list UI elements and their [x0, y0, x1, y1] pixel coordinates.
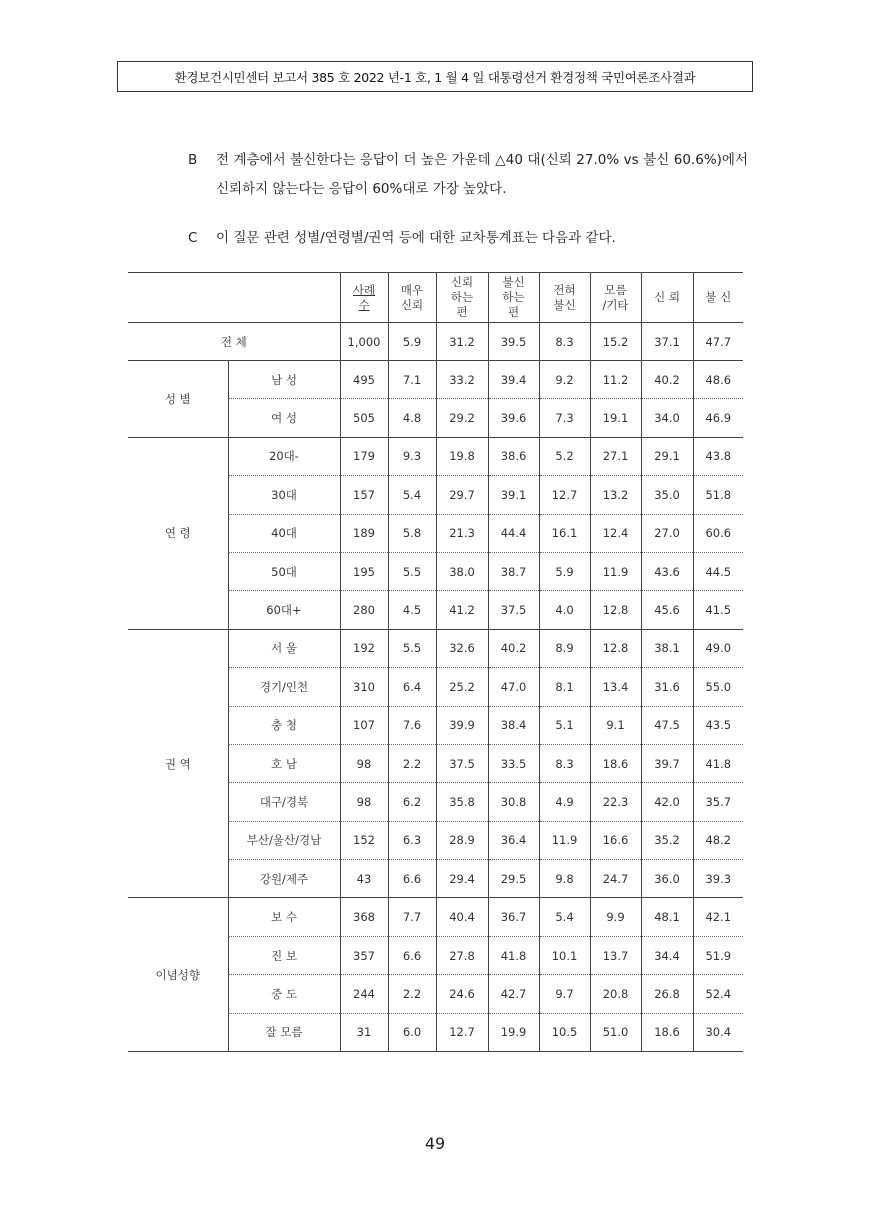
table-row: [128, 437, 743, 475]
table-cell: 39.3: [693, 860, 743, 898]
table-cell: 15.2: [590, 323, 641, 361]
col-header: 매우 신뢰: [388, 273, 436, 323]
table-cell: 6.6: [388, 860, 436, 898]
table-cell: 31: [340, 1013, 388, 1051]
header-corner: [128, 273, 340, 323]
table-cell: 43.8: [693, 437, 743, 475]
table-cell: 42.7: [488, 975, 539, 1013]
table-cell: 41.8: [488, 936, 539, 974]
table-cell: 107: [340, 706, 388, 744]
table-cell: 4.5: [388, 591, 436, 629]
col-header-count: [340, 273, 388, 323]
table-cell: 8.3: [539, 323, 590, 361]
table-cell: 30.8: [488, 783, 539, 821]
table-cell: 5.4: [388, 476, 436, 514]
table-cell: 40.4: [436, 898, 488, 936]
group-label: 연 령: [128, 437, 228, 629]
table-cell: 52.4: [693, 975, 743, 1013]
table-cell: 38.1: [641, 629, 693, 667]
table-cell: 18.6: [590, 744, 641, 782]
table-cell: 33.2: [436, 361, 488, 399]
table-cell: 11.2: [590, 361, 641, 399]
group-label: 권 역: [128, 629, 228, 898]
table-header-row: [128, 273, 743, 323]
table-cell: 33.5: [488, 744, 539, 782]
table-cell: 47.5: [641, 706, 693, 744]
table-cell: 8.3: [539, 744, 590, 782]
page-number: 49: [424, 1134, 446, 1153]
table-cell: 28.9: [436, 821, 488, 859]
table-cell: 31.2: [436, 323, 488, 361]
table-cell: 5.9: [388, 323, 436, 361]
table-cell: 29.7: [436, 476, 488, 514]
table-cell: 9.8: [539, 860, 590, 898]
table-cell: 4.8: [388, 399, 436, 437]
table-cell: 51.0: [590, 1013, 641, 1051]
table-cell: 12.8: [590, 629, 641, 667]
table-cell: 39.4: [488, 361, 539, 399]
table-cell: 48.2: [693, 821, 743, 859]
table-cell: 24.6: [436, 975, 488, 1013]
table-cell: 11.9: [590, 552, 641, 590]
table-cell: 42.0: [641, 783, 693, 821]
table-cell: 60.6: [693, 514, 743, 552]
table-cell: 7.3: [539, 399, 590, 437]
table-cell: 13.2: [590, 476, 641, 514]
table-cell: 192: [340, 629, 388, 667]
table-cell: 5.5: [388, 552, 436, 590]
table-cell: 1,000: [340, 323, 388, 361]
table-cell: 9.7: [539, 975, 590, 1013]
table-cell: 39.1: [488, 476, 539, 514]
table-cell: 16.6: [590, 821, 641, 859]
row-label: 진 보: [228, 936, 340, 974]
paragraph-bullet: C: [188, 230, 198, 246]
table-cell: 29.1: [641, 437, 693, 475]
table-cell: 6.3: [388, 821, 436, 859]
table-cell: 36.0: [641, 860, 693, 898]
group-label: 성 별: [128, 361, 228, 438]
table-row: [128, 898, 743, 936]
table-cell: 22.3: [590, 783, 641, 821]
table-cell: 9.1: [590, 706, 641, 744]
col-header: 신뢰 하는 편: [436, 273, 488, 323]
paragraph-bullet: B: [188, 152, 198, 168]
table-cell: 12.7: [539, 476, 590, 514]
table-cell: 179: [340, 437, 388, 475]
table-cell: 36.7: [488, 898, 539, 936]
table-cell: 25.2: [436, 668, 488, 706]
table-cell: 37.5: [488, 591, 539, 629]
table-cell: 47.0: [488, 668, 539, 706]
row-label: 잘 모름: [228, 1013, 340, 1051]
col-header: 모름 /기타: [590, 273, 641, 323]
table-cell: 13.4: [590, 668, 641, 706]
table-cell: 32.6: [436, 629, 488, 667]
table-cell: 37.5: [436, 744, 488, 782]
row-label: 부산/울산/경남: [228, 821, 340, 859]
table-cell: 27.0: [641, 514, 693, 552]
table-row: [128, 361, 743, 399]
table-cell: 46.9: [693, 399, 743, 437]
table-cell: 7.7: [388, 898, 436, 936]
cross-tab-table: [128, 272, 743, 1052]
paragraph-b: [188, 146, 748, 206]
table-cell: 195: [340, 552, 388, 590]
paragraph-text: 이 질문 관련 성별/연령별/권역 등에 대한 교차통계표는 다음과 같다.: [216, 230, 616, 246]
table-cell: 18.6: [641, 1013, 693, 1051]
table-cell: 45.6: [641, 591, 693, 629]
row-label: 여 성: [228, 399, 340, 437]
table-cell: 21.3: [436, 514, 488, 552]
row-label: 중 도: [228, 975, 340, 1013]
paragraph-text: 전 계층에서 불신한다는 응답이 더 높은 가운데 △40 대(신뢰 27.0% vs 불신 60.6%)에서 신뢰하지 않는다는 응답이 60%대로 가장 높았다.: [216, 152, 748, 197]
table-cell: 38.6: [488, 437, 539, 475]
table-cell: 10.5: [539, 1013, 590, 1051]
table-cell: 41.5: [693, 591, 743, 629]
table-cell: 40.2: [488, 629, 539, 667]
row-label: 20대-: [228, 437, 340, 475]
table-cell: 43.5: [693, 706, 743, 744]
table-cell: 48.6: [693, 361, 743, 399]
table-cell: 44.5: [693, 552, 743, 590]
row-label: 서 울: [228, 629, 340, 667]
table-cell: 20.8: [590, 975, 641, 1013]
table-cell: 51.8: [693, 476, 743, 514]
table-cell: 41.2: [436, 591, 488, 629]
table-cell: 16.1: [539, 514, 590, 552]
table-cell: 26.8: [641, 975, 693, 1013]
table-cell: 27.1: [590, 437, 641, 475]
table-cell: 157: [340, 476, 388, 514]
table-cell: 38.7: [488, 552, 539, 590]
table-cell: 495: [340, 361, 388, 399]
table-cell: 7.1: [388, 361, 436, 399]
table-cell: 98: [340, 783, 388, 821]
table-cell: 310: [340, 668, 388, 706]
table-cell: 6.4: [388, 668, 436, 706]
table-cell: 9.3: [388, 437, 436, 475]
table-cell: 38.0: [436, 552, 488, 590]
table-cell: 19.1: [590, 399, 641, 437]
row-label: 강원/제주: [228, 860, 340, 898]
table-cell: 2.2: [388, 975, 436, 1013]
table-cell: 13.7: [590, 936, 641, 974]
table-cell: 47.7: [693, 323, 743, 361]
row-label: 30대: [228, 476, 340, 514]
table-cell: 12.7: [436, 1013, 488, 1051]
table-row-total: [128, 323, 743, 361]
table-cell: 6.0: [388, 1013, 436, 1051]
table-cell: 4.9: [539, 783, 590, 821]
table-cell: 30.4: [693, 1013, 743, 1051]
table-cell: 7.6: [388, 706, 436, 744]
table-cell: 43.6: [641, 552, 693, 590]
table-cell: 5.8: [388, 514, 436, 552]
table-cell: 244: [340, 975, 388, 1013]
row-label: 보 수: [228, 898, 340, 936]
col-header: 신 뢰: [641, 273, 693, 323]
table-cell: 35.2: [641, 821, 693, 859]
table-cell: 19.8: [436, 437, 488, 475]
col-header: 전혀 불신: [539, 273, 590, 323]
report-header-title: 환경보건시민센터 보고서 385 호 2022 년-1 호, 1 월 4 일 대통령선거 환경정책 국민여론조사결과: [174, 69, 696, 85]
table-cell: 368: [340, 898, 388, 936]
table-cell: 48.1: [641, 898, 693, 936]
row-label: 60대+: [228, 591, 340, 629]
table-cell: 189: [340, 514, 388, 552]
col-header: 불 신: [693, 273, 743, 323]
table-cell: 35.8: [436, 783, 488, 821]
table-cell: 12.4: [590, 514, 641, 552]
table-cell: 40.2: [641, 361, 693, 399]
row-label: 대구/경북: [228, 783, 340, 821]
table-cell: 5.9: [539, 552, 590, 590]
table-cell: 43: [340, 860, 388, 898]
table-cell: 4.0: [539, 591, 590, 629]
table-cell: 39.6: [488, 399, 539, 437]
table-cell: 29.4: [436, 860, 488, 898]
table-cell: 39.5: [488, 323, 539, 361]
table-cell: 5.5: [388, 629, 436, 667]
table-cell: 12.8: [590, 591, 641, 629]
table-cell: 49.0: [693, 629, 743, 667]
row-label: 남 성: [228, 361, 340, 399]
table-cell: 29.2: [436, 399, 488, 437]
table-cell: 34.0: [641, 399, 693, 437]
row-label: 전 체: [128, 323, 340, 361]
table-cell: 51.9: [693, 936, 743, 974]
table-cell: 27.8: [436, 936, 488, 974]
group-label: 이념성향: [128, 898, 228, 1052]
table-cell: 8.1: [539, 668, 590, 706]
table-cell: 10.1: [539, 936, 590, 974]
paragraph-c: [188, 224, 748, 254]
table-cell: 41.8: [693, 744, 743, 782]
row-label: 충 청: [228, 706, 340, 744]
col-header-label: 사례 수: [352, 282, 376, 312]
report-header: [117, 61, 753, 92]
table-cell: 19.9: [488, 1013, 539, 1051]
table-cell: 34.4: [641, 936, 693, 974]
table-cell: 2.2: [388, 744, 436, 782]
table-cell: 152: [340, 821, 388, 859]
table-cell: 42.1: [693, 898, 743, 936]
table-cell: 31.6: [641, 668, 693, 706]
table-cell: 37.1: [641, 323, 693, 361]
table-cell: 44.4: [488, 514, 539, 552]
col-header: 불신 하는 편: [488, 273, 539, 323]
table-cell: 39.9: [436, 706, 488, 744]
table-cell: 505: [340, 399, 388, 437]
table-cell: 9.2: [539, 361, 590, 399]
table-row: [128, 629, 743, 667]
table-cell: 9.9: [590, 898, 641, 936]
table-cell: 29.5: [488, 860, 539, 898]
table-cell: 6.6: [388, 936, 436, 974]
table-cell: 11.9: [539, 821, 590, 859]
table-cell: 36.4: [488, 821, 539, 859]
row-label: 40대: [228, 514, 340, 552]
table-cell: 24.7: [590, 860, 641, 898]
table-cell: 5.4: [539, 898, 590, 936]
table-cell: 38.4: [488, 706, 539, 744]
table-cell: 55.0: [693, 668, 743, 706]
row-label: 경기/인천: [228, 668, 340, 706]
table-cell: 8.9: [539, 629, 590, 667]
row-label: 호 남: [228, 744, 340, 782]
table-cell: 357: [340, 936, 388, 974]
table-cell: 35.7: [693, 783, 743, 821]
table-cell: 6.2: [388, 783, 436, 821]
table-cell: 5.2: [539, 437, 590, 475]
table-cell: 98: [340, 744, 388, 782]
row-label: 50대: [228, 552, 340, 590]
table-cell: 35.0: [641, 476, 693, 514]
table-cell: 39.7: [641, 744, 693, 782]
table-cell: 5.1: [539, 706, 590, 744]
table-cell: 280: [340, 591, 388, 629]
